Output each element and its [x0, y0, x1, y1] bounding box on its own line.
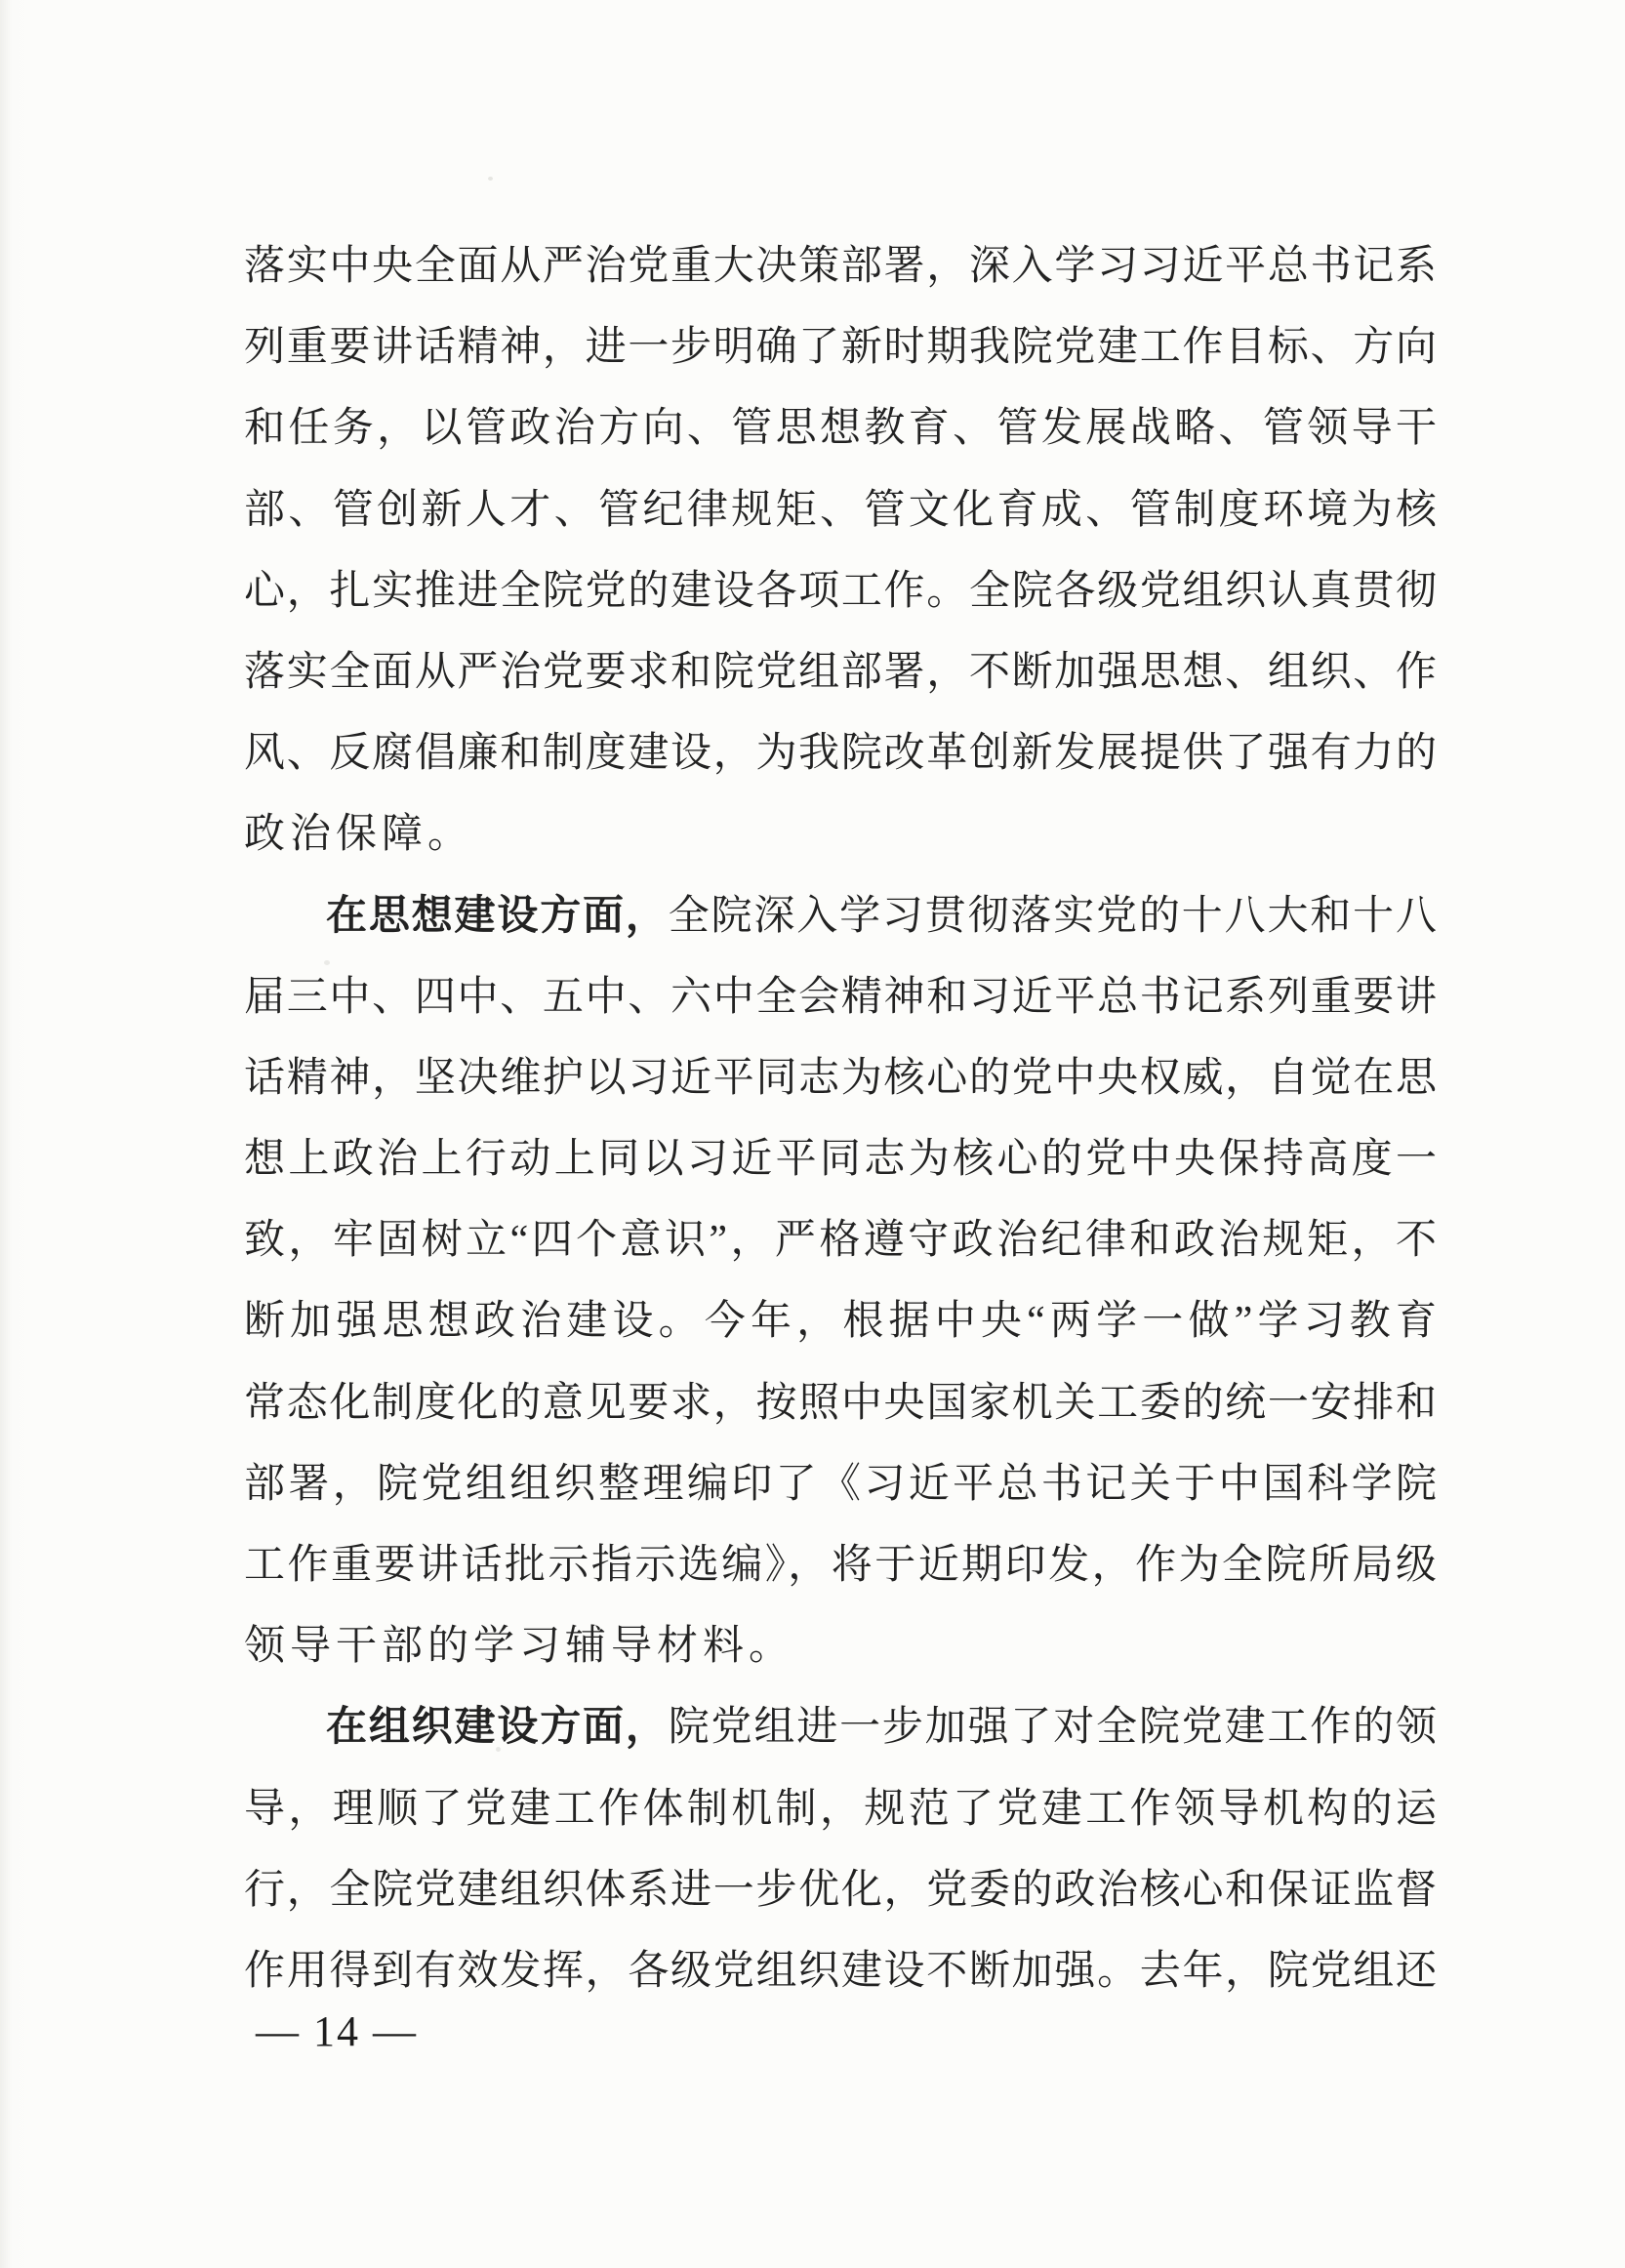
text-line [244, 713, 1437, 794]
line-text: 列重要讲话精神，进一步明确了新时期我院党建工作目标、方向 [244, 325, 1437, 371]
text-line [244, 1119, 1437, 1200]
line-text: 想上政治上行动上同以习近平同志为核心的党中央保持高度一 [244, 1137, 1437, 1183]
scan-speck [488, 177, 493, 181]
line-text: 致，牢固树立“四个意识”，严格遵守政治纪律和政治规矩，不 [244, 1218, 1437, 1264]
line-text: 工作重要讲话批示指示选编》，将于近期印发，作为全院所局级 [244, 1543, 1437, 1588]
line-text: 政治保障。 [244, 812, 474, 858]
text-line [244, 470, 1437, 551]
text-line [244, 1525, 1437, 1606]
text-line [244, 551, 1437, 632]
line-text: 院党组进一步加强了对全院党建工作的领 [668, 1705, 1437, 1751]
text-line [244, 1850, 1437, 1931]
line-text: 落实全面从严治党要求和院党组部署，不断加强思想、组织、作 [244, 649, 1437, 695]
text-line [244, 388, 1437, 469]
paragraph-lead: 在组织建设方面， [326, 1705, 669, 1751]
line-text: 全院深入学习贯彻落实党的十八大和十八 [668, 893, 1437, 939]
line-text: 和任务，以管政治方向、管思想教育、管发展战略、管领导干 [244, 406, 1437, 452]
line-text: 断加强思想政治建设。今年，根据中央“两学一做”学习教育 [244, 1299, 1437, 1345]
line-text: 部署，院党组组织整理编印了《习近平总书记关于中国科学院 [244, 1461, 1437, 1507]
line-text: 领导干部的学习辅导材料。 [244, 1624, 795, 1670]
line-text: 行，全院党建组织体系进一步优化，党委的政治核心和保证监督 [244, 1867, 1437, 1913]
page-number: — 14 — [256, 2007, 418, 2055]
line-text: 心，扎实推进全院党的建设各项工作。全院各级党组织认真贯彻 [244, 568, 1437, 614]
text-line [244, 307, 1437, 388]
text-line [244, 632, 1437, 713]
text-line [244, 1687, 1437, 1768]
document-body [244, 226, 1437, 2012]
text-line [244, 1200, 1437, 1281]
paragraph-lead: 在思想建设方面， [326, 893, 669, 939]
text-line [244, 1444, 1437, 1525]
text-line [244, 1363, 1437, 1444]
line-text: 常态化制度化的意见要求，按照中央国家机关工委的统一安排和 [244, 1380, 1437, 1426]
text-line [244, 794, 1437, 875]
line-text: 话精神，坚决维护以习近平同志为核心的党中央权威，自觉在思 [244, 1055, 1437, 1101]
line-text: 落实中央全面从严治党重大决策部署，深入学习习近平总书记系 [244, 244, 1437, 289]
line-text: 导，理顺了党建工作体制机制，规范了党建工作领导机构的运 [244, 1786, 1437, 1832]
line-text: 作用得到有效发挥，各级党组织建设不断加强。去年，院党组还 [244, 1948, 1437, 1994]
text-line [244, 226, 1437, 307]
line-text: 风、反腐倡廉和制度建设，为我院改革创新发展提供了强有力的 [244, 731, 1437, 777]
text-line [244, 957, 1437, 1038]
text-line [244, 1931, 1437, 2012]
text-line [244, 876, 1437, 957]
line-text: 部、管创新人才、管纪律规矩、管文化育成、管制度环境为核 [244, 487, 1437, 533]
text-line [244, 1769, 1437, 1850]
text-line [244, 1281, 1437, 1362]
line-text: 届三中、四中、五中、六中全会精神和习近平总书记系列重要讲 [244, 974, 1437, 1020]
text-line [244, 1606, 1437, 1687]
text-line [244, 1038, 1437, 1119]
